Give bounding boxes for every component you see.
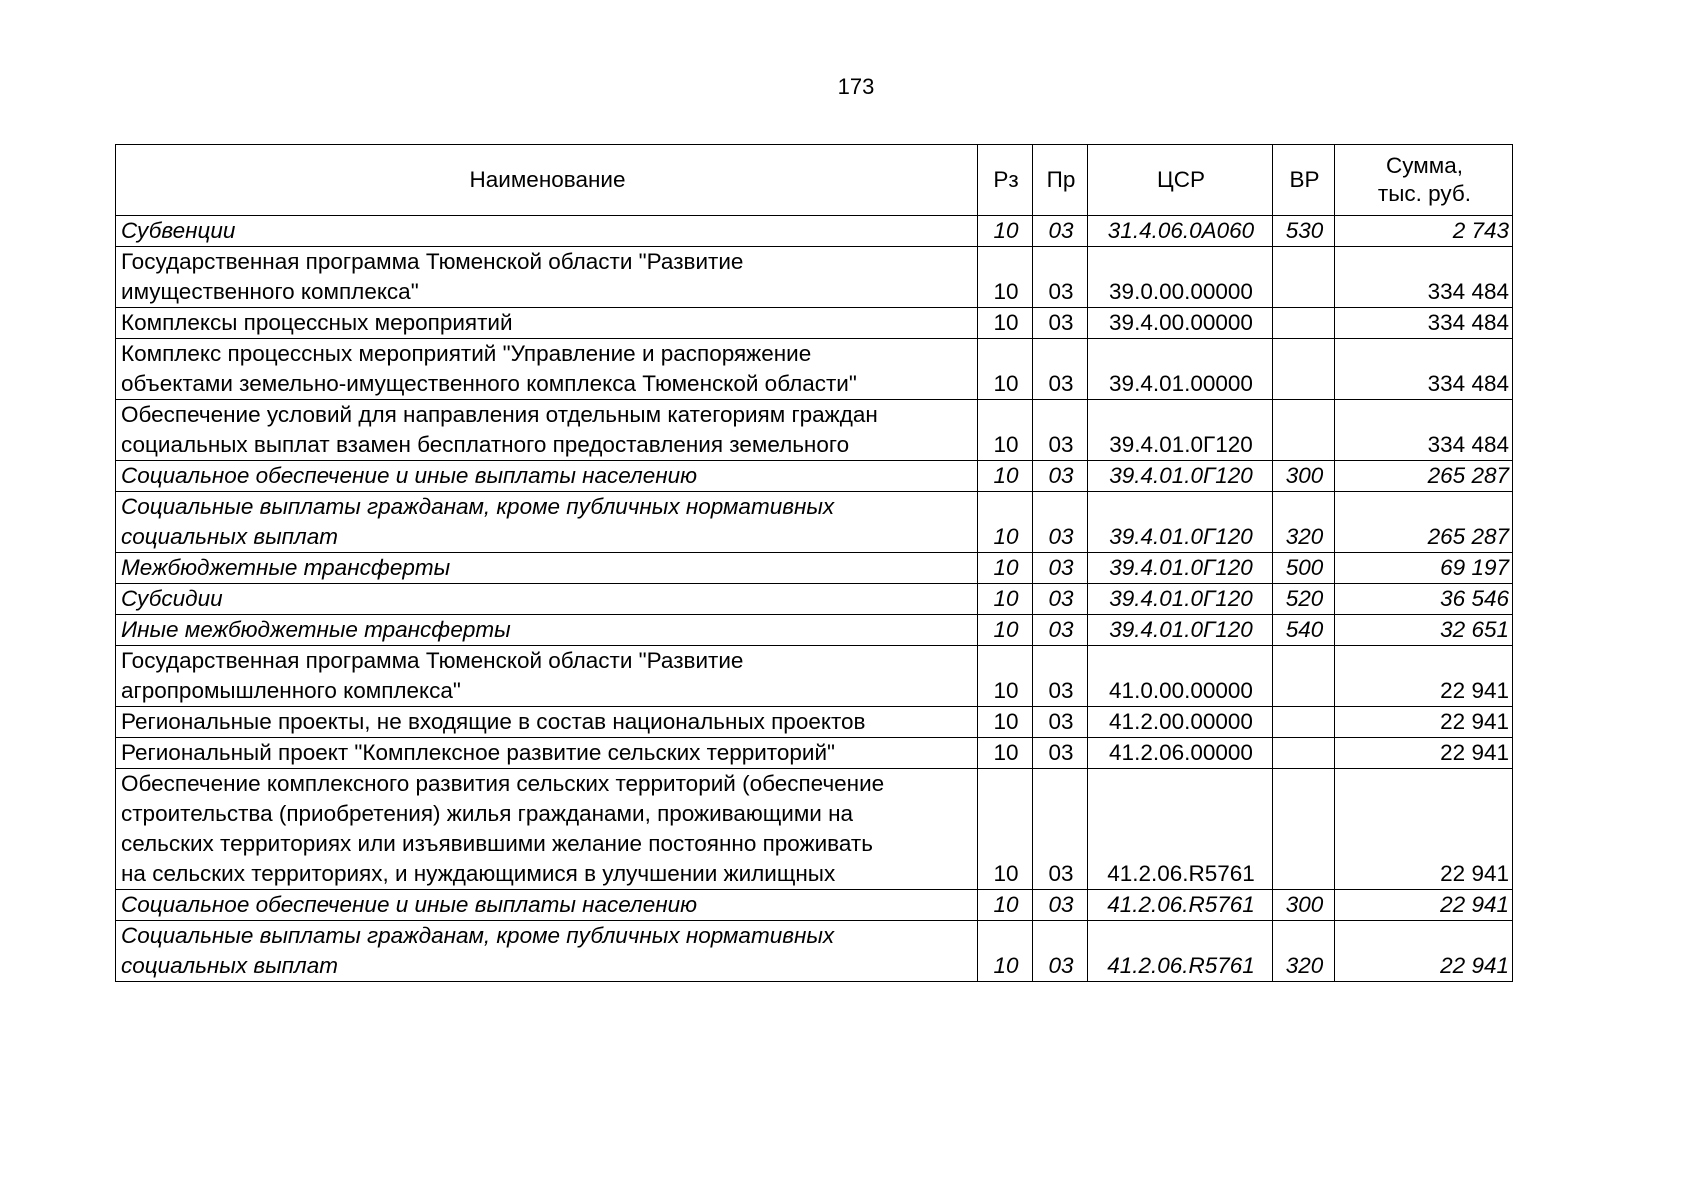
cell-name: Социальное обеспечение и иные выплаты населению (116, 461, 978, 492)
header-pr: Пр (1033, 145, 1088, 216)
cell-name: Социальные выплаты гражданам, кроме публичных нормативных социальных выплат (116, 921, 978, 982)
cell-vr: 500 (1273, 553, 1335, 584)
header-csr: ЦСР (1088, 145, 1273, 216)
cell-csr: 41.2.06.R5761 (1088, 890, 1273, 921)
cell-pr: 03 (1033, 216, 1088, 247)
cell-pr: 03 (1033, 646, 1088, 707)
cell-vr: 320 (1273, 492, 1335, 553)
cell-sum: 22 941 (1335, 921, 1513, 982)
cell-csr: 41.2.06.R5761 (1088, 921, 1273, 982)
cell-pr: 03 (1033, 400, 1088, 461)
budget-table (115, 144, 1513, 982)
cell-sum: 22 941 (1335, 646, 1513, 707)
cell-sum: 22 941 (1335, 769, 1513, 890)
table-row (116, 339, 1513, 400)
cell-rz: 10 (978, 707, 1033, 738)
cell-csr: 39.4.01.0Г120 (1088, 492, 1273, 553)
cell-csr: 39.4.01.0Г120 (1088, 461, 1273, 492)
cell-csr: 39.4.01.0Г120 (1088, 615, 1273, 646)
cell-rz: 10 (978, 308, 1033, 339)
cell-vr (1273, 400, 1335, 461)
cell-csr: 41.2.06.R5761 (1088, 769, 1273, 890)
cell-name: Субсидии (116, 584, 978, 615)
cell-rz: 10 (978, 400, 1033, 461)
cell-vr (1273, 738, 1335, 769)
cell-sum: 32 651 (1335, 615, 1513, 646)
cell-rz: 10 (978, 738, 1033, 769)
cell-sum: 36 546 (1335, 584, 1513, 615)
table-row (116, 646, 1513, 707)
cell-csr: 41.2.06.00000 (1088, 738, 1273, 769)
cell-pr: 03 (1033, 584, 1088, 615)
cell-csr: 39.4.01.0Г120 (1088, 400, 1273, 461)
cell-rz: 10 (978, 553, 1033, 584)
cell-pr: 03 (1033, 461, 1088, 492)
cell-rz: 10 (978, 646, 1033, 707)
table-row (116, 400, 1513, 461)
cell-vr: 540 (1273, 615, 1335, 646)
table-row (116, 921, 1513, 982)
cell-pr: 03 (1033, 339, 1088, 400)
table-row (116, 769, 1513, 890)
cell-pr: 03 (1033, 492, 1088, 553)
table-row (116, 707, 1513, 738)
cell-rz: 10 (978, 492, 1033, 553)
page-number: 173 (837, 74, 875, 99)
cell-vr (1273, 247, 1335, 308)
cell-csr: 39.4.01.0Г120 (1088, 584, 1273, 615)
table-row (116, 615, 1513, 646)
cell-rz: 10 (978, 921, 1033, 982)
cell-rz: 10 (978, 461, 1033, 492)
cell-sum: 22 941 (1335, 707, 1513, 738)
cell-sum: 334 484 (1335, 308, 1513, 339)
cell-rz: 10 (978, 769, 1033, 890)
cell-pr: 03 (1033, 769, 1088, 890)
cell-rz: 10 (978, 584, 1033, 615)
cell-name: Иные межбюджетные трансферты (116, 615, 978, 646)
table-row (116, 492, 1513, 553)
cell-name: Межбюджетные трансферты (116, 553, 978, 584)
cell-pr: 03 (1033, 615, 1088, 646)
header-sum: Сумма, тыс. руб. (1335, 145, 1513, 216)
cell-csr: 39.4.01.0Г120 (1088, 553, 1273, 584)
cell-sum: 334 484 (1335, 247, 1513, 308)
cell-pr: 03 (1033, 308, 1088, 339)
cell-sum: 334 484 (1335, 400, 1513, 461)
table-row (116, 247, 1513, 308)
cell-pr: 03 (1033, 738, 1088, 769)
cell-rz: 10 (978, 615, 1033, 646)
table-header-row (116, 145, 1513, 216)
cell-vr (1273, 769, 1335, 890)
table-row (116, 738, 1513, 769)
cell-sum: 69 197 (1335, 553, 1513, 584)
cell-sum: 22 941 (1335, 738, 1513, 769)
cell-vr: 530 (1273, 216, 1335, 247)
table-row (116, 461, 1513, 492)
table-row (116, 890, 1513, 921)
cell-rz: 10 (978, 216, 1033, 247)
cell-pr: 03 (1033, 707, 1088, 738)
table-row (116, 553, 1513, 584)
header-vr: ВР (1273, 145, 1335, 216)
cell-csr: 41.0.00.00000 (1088, 646, 1273, 707)
cell-pr: 03 (1033, 890, 1088, 921)
cell-name: Обеспечение условий для направления отдельным категориям граждан социальных выплат взамен бесплатного предоставления земельного (116, 400, 978, 461)
cell-name: Социальное обеспечение и иные выплаты населению (116, 890, 978, 921)
cell-name: Государственная программа Тюменской области "Развитие имущественного комплекса" (116, 247, 978, 308)
cell-vr: 300 (1273, 461, 1335, 492)
cell-sum: 334 484 (1335, 339, 1513, 400)
cell-csr: 41.2.00.00000 (1088, 707, 1273, 738)
cell-sum: 265 287 (1335, 461, 1513, 492)
cell-pr: 03 (1033, 921, 1088, 982)
cell-csr: 31.4.06.0А060 (1088, 216, 1273, 247)
cell-vr (1273, 308, 1335, 339)
cell-csr: 39.4.01.00000 (1088, 339, 1273, 400)
cell-vr (1273, 707, 1335, 738)
table-row (116, 308, 1513, 339)
table-row (116, 584, 1513, 615)
cell-sum: 2 743 (1335, 216, 1513, 247)
header-name: Наименование (116, 145, 978, 216)
cell-csr: 39.0.00.00000 (1088, 247, 1273, 308)
cell-name: Региональные проекты, не входящие в состав национальных проектов (116, 707, 978, 738)
cell-pr: 03 (1033, 247, 1088, 308)
cell-sum: 265 287 (1335, 492, 1513, 553)
cell-vr: 300 (1273, 890, 1335, 921)
header-rz: Рз (978, 145, 1033, 216)
cell-vr (1273, 339, 1335, 400)
cell-name: Обеспечение комплексного развития сельских территорий (обеспечение строительства (приобретения) жилья гражданами, проживающими на сельских территориях или изъявившими желание постоянно проживать на сельских территориях, и нуждающимися в улучшении жилищных (116, 769, 978, 890)
cell-name: Региональный проект "Комплексное развитие сельских территорий" (116, 738, 978, 769)
cell-pr: 03 (1033, 553, 1088, 584)
cell-name: Социальные выплаты гражданам, кроме публичных нормативных социальных выплат (116, 492, 978, 553)
cell-csr: 39.4.00.00000 (1088, 308, 1273, 339)
cell-vr: 520 (1273, 584, 1335, 615)
cell-name: Государственная программа Тюменской области "Развитие агропромышленного комплекса" (116, 646, 978, 707)
cell-rz: 10 (978, 339, 1033, 400)
cell-rz: 10 (978, 890, 1033, 921)
cell-sum: 22 941 (1335, 890, 1513, 921)
cell-vr (1273, 646, 1335, 707)
cell-rz: 10 (978, 247, 1033, 308)
cell-name: Субвенции (116, 216, 978, 247)
table-row (116, 216, 1513, 247)
cell-vr: 320 (1273, 921, 1335, 982)
cell-name: Комплекс процессных мероприятий "Управление и распоряжение объектами земельно-имущественного комплекса Тюменской области" (116, 339, 978, 400)
cell-name: Комплексы процессных мероприятий (116, 308, 978, 339)
